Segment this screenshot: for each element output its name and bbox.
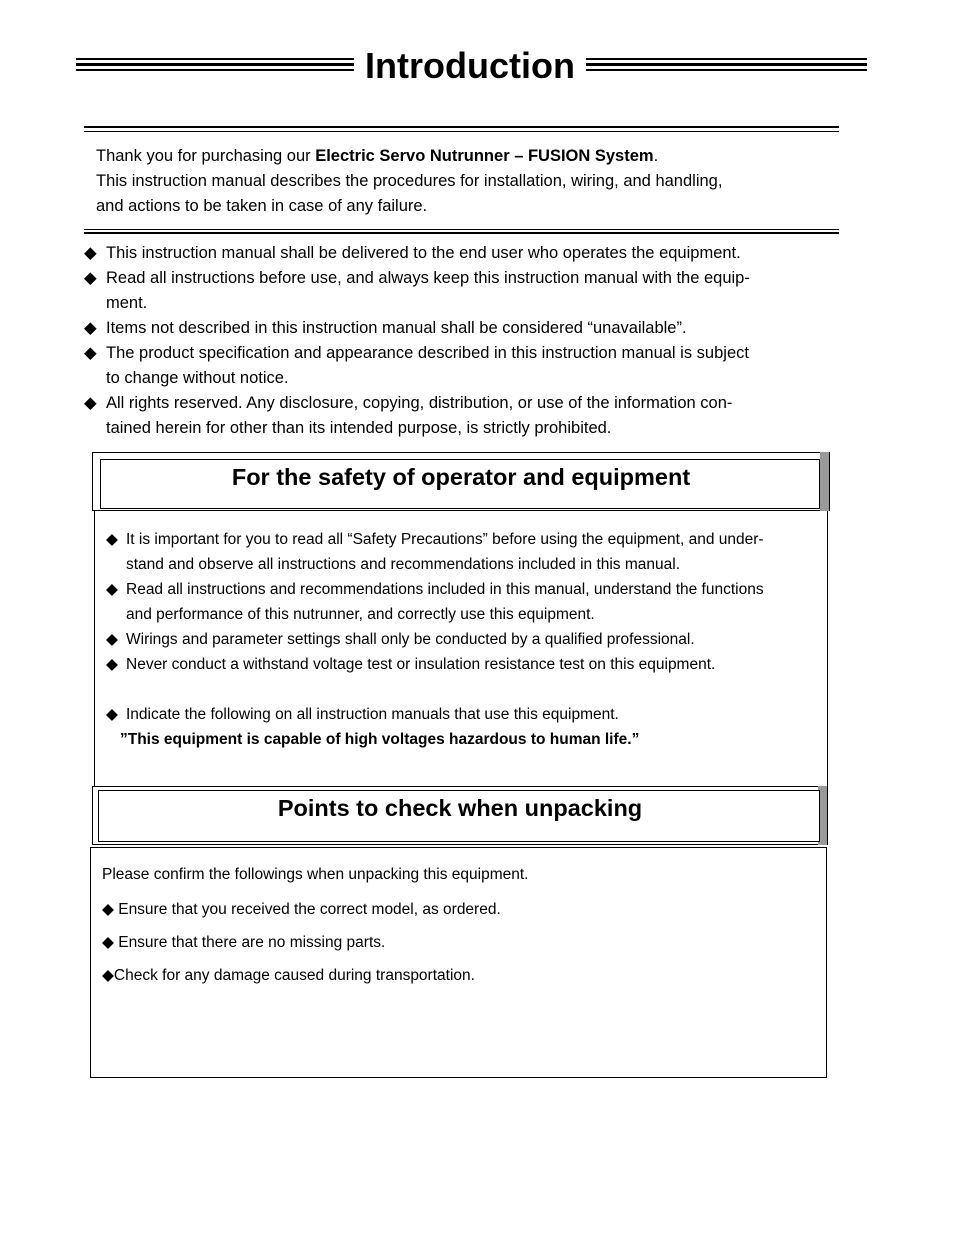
notice-text: to change without notice.: [106, 369, 289, 387]
notice-text: All rights reserved. Any disclosure, copying, distribution, or use of the information con-: [106, 394, 733, 412]
diamond-bullet-icon: ◆: [84, 344, 97, 362]
safety-item: [106, 702, 816, 727]
safety-header: [92, 452, 830, 511]
diamond-bullet-icon: ◆: [102, 934, 114, 951]
diamond-bullet-icon: ◆: [102, 967, 114, 984]
safety-text: It is important for you to read all “Safety Precautions” before using the equipment, and under-: [126, 531, 764, 548]
intro-thanks: Thank you for purchasing our: [96, 147, 316, 165]
safety-item: [106, 577, 816, 627]
diamond-bullet-icon: ◆: [102, 901, 114, 918]
notice-text: ment.: [106, 294, 148, 312]
safety-text: and performance of this nutrunner, and correctly use this equipment.: [126, 606, 595, 623]
intro-text: [96, 144, 722, 219]
safety-text: Indicate the following on all instruction manuals that use this equipment.: [126, 706, 619, 723]
title-rule-right: [586, 58, 867, 73]
notice-text: This instruction manual shall be delivered to the end user who operates the equipment.: [106, 244, 741, 262]
voltage-warning: ”This equipment is capable of high voltages hazardous to human life.”: [120, 731, 640, 748]
notice-list: [84, 241, 804, 441]
title-rule-left: [76, 58, 354, 73]
unpacking-item-text: Ensure that you received the correct model, as ordered.: [113, 901, 501, 918]
diamond-bullet-icon: ◆: [106, 631, 118, 648]
unpacking-lead: Please confirm the followings when unpacking this equipment.: [102, 866, 529, 883]
unpacking-item-text: Check for any damage caused during transportation.: [113, 967, 475, 984]
diamond-bullet-icon: ◆: [84, 244, 97, 262]
notice-item: [84, 391, 804, 441]
notice-text: The product specification and appearance described in this instruction manual is subject: [106, 344, 749, 362]
diamond-bullet-icon: ◆: [84, 319, 97, 337]
unpacking-header: [92, 786, 828, 845]
diamond-bullet-icon: ◆: [106, 581, 118, 598]
diamond-bullet-icon: ◆: [84, 394, 97, 412]
safety-text: stand and observe all instructions and recommendations included in this manual.: [126, 556, 681, 573]
notice-text: Items not described in this instruction manual shall be considered “unavailable”.: [106, 319, 687, 337]
safety-list: [106, 527, 816, 752]
diamond-bullet-icon: ◆: [106, 531, 118, 548]
safety-text: Read all instructions and recommendations included in this manual, understand the functions: [126, 581, 764, 598]
intro-line-3: and actions to be taken in case of any failure.: [96, 197, 428, 215]
notice-item: [84, 316, 804, 341]
notice-text: Read all instructions before use, and always keep this instruction manual with the equip-: [106, 269, 750, 287]
product-name: Electric Servo Nutrunner – FUSION System: [315, 147, 654, 165]
unpacking-item: [102, 966, 475, 986]
unpacking-heading: Points to check when unpacking: [277, 795, 643, 821]
diamond-bullet-icon: ◆: [106, 706, 118, 723]
page-title: Introduction: [365, 45, 575, 86]
unpacking-item: [102, 900, 501, 920]
safety-item: [106, 527, 816, 577]
unpacking-item-text: Ensure that there are no missing parts.: [113, 934, 386, 951]
unpacking-item: [102, 933, 385, 953]
safety-text: Wirings and parameter settings shall only be conducted by a qualified professional.: [126, 631, 695, 648]
intro-line-1: [96, 144, 722, 169]
intro-period: .: [653, 147, 659, 165]
intro-line-2: This instruction manual describes the procedures for installation, wiring, and handling,: [96, 172, 723, 190]
safety-item: [106, 627, 816, 652]
diamond-bullet-icon: ◆: [84, 269, 97, 287]
safety-item: [106, 652, 816, 677]
notice-text: tained herein for other than its intended purpose, is strictly prohibited.: [106, 419, 612, 437]
notice-item: [84, 341, 804, 391]
safety-heading: For the safety of operator and equipment: [231, 464, 691, 490]
notice-item: [84, 241, 804, 266]
diamond-bullet-icon: ◆: [106, 656, 118, 673]
safety-text: Never conduct a withstand voltage test or insulation resistance test on this equipment.: [126, 656, 716, 673]
notice-item: [84, 266, 804, 316]
